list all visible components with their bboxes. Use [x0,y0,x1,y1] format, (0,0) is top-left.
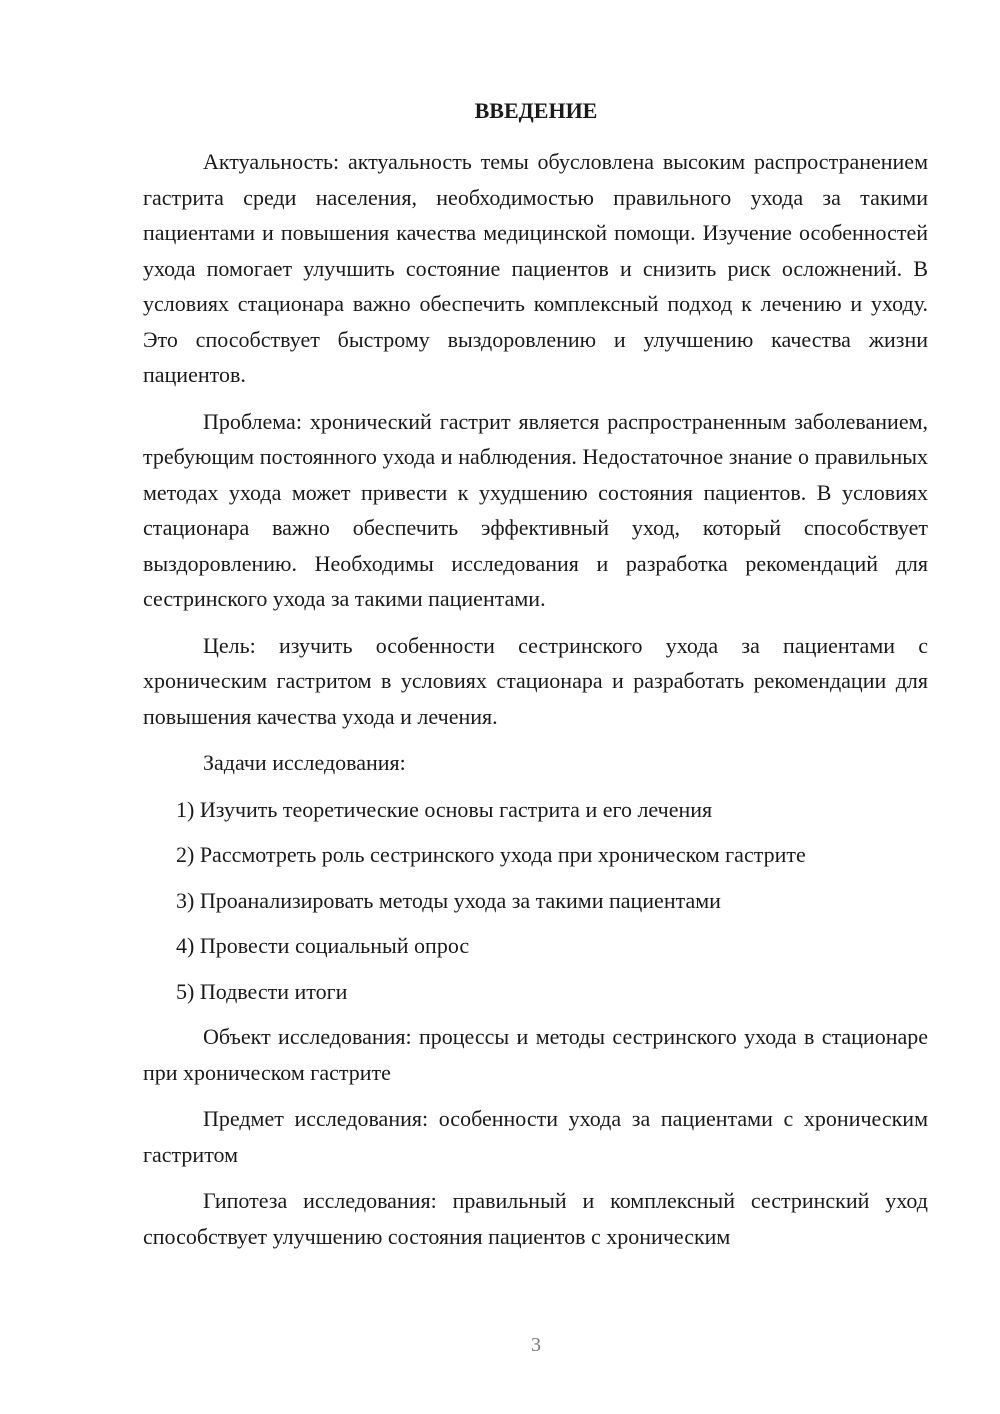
paragraph-subject: Предмет исследования: особенности ухода за пациентами с хроническим гастритом [143,1106,928,1167]
tasks-heading: Задачи исследования: [203,750,406,775]
page-title: ВВЕДЕНИЕ [474,98,598,123]
page-number: 3 [531,1334,541,1356]
tasks-list [143,792,928,1010]
paragraph-goal: Цель: изучить особенности сестринского ухода за пациентами с хроническим гастритом в условиях стационара и разработать рекомендации для повышения качества ухода и лечения. [143,632,928,729]
paragraph-object: Объект исследования: процессы и методы сестринского ухода в стационаре при хроническом гастрите [143,1024,928,1085]
task-item-5: 5) Подвести итоги [176,978,348,1004]
paragraph-problem: Проблема: хронический гастрит является распространенным заболеванием, требующим постоянного ухода и наблюдения. Недостаточное знание о правильных методах ухода может привести к ухудшению состояния пациентов. В условиях стационара важно обеспечить эффективный уход, который способствует выздоровлению. Необходимы исследования и разработка рекомендаций для сестринского ухода за такими пациентами. [143,408,928,611]
task-item-3: 3) Проанализировать методы ухода за такими пациентами [176,887,721,913]
task-item-1: 1) Изучить теоретические основы гастрита и его лечения [176,796,713,822]
task-item-2: 2) Рассмотреть роль сестринского ухода при хроническом гастрите [176,842,806,867]
document-body [143,144,928,1265]
task-item-4: 4) Провести социальный опрос [176,933,470,958]
paragraph-hypothesis: Гипотеза исследования: правильный и комплексный сестринский уход способствует улучшению состояния пациентов с хроническим [143,1188,928,1249]
paragraph-relevance: Актуальность: актуальность темы обусловлена высоким распространением гастрита среди населения, необходимостью правильного ухода за такими пациентами и повышения качества медицинской помощи. Изучение особенностей ухода помогает улучшить состояние пациентов и снизить риск осложнений. В условиях стационара важно обеспечить комплексный подход к лечению и уходу. Это способствует быстрому выздоровлению и улучшению качества жизни пациентов. [143,149,928,387]
